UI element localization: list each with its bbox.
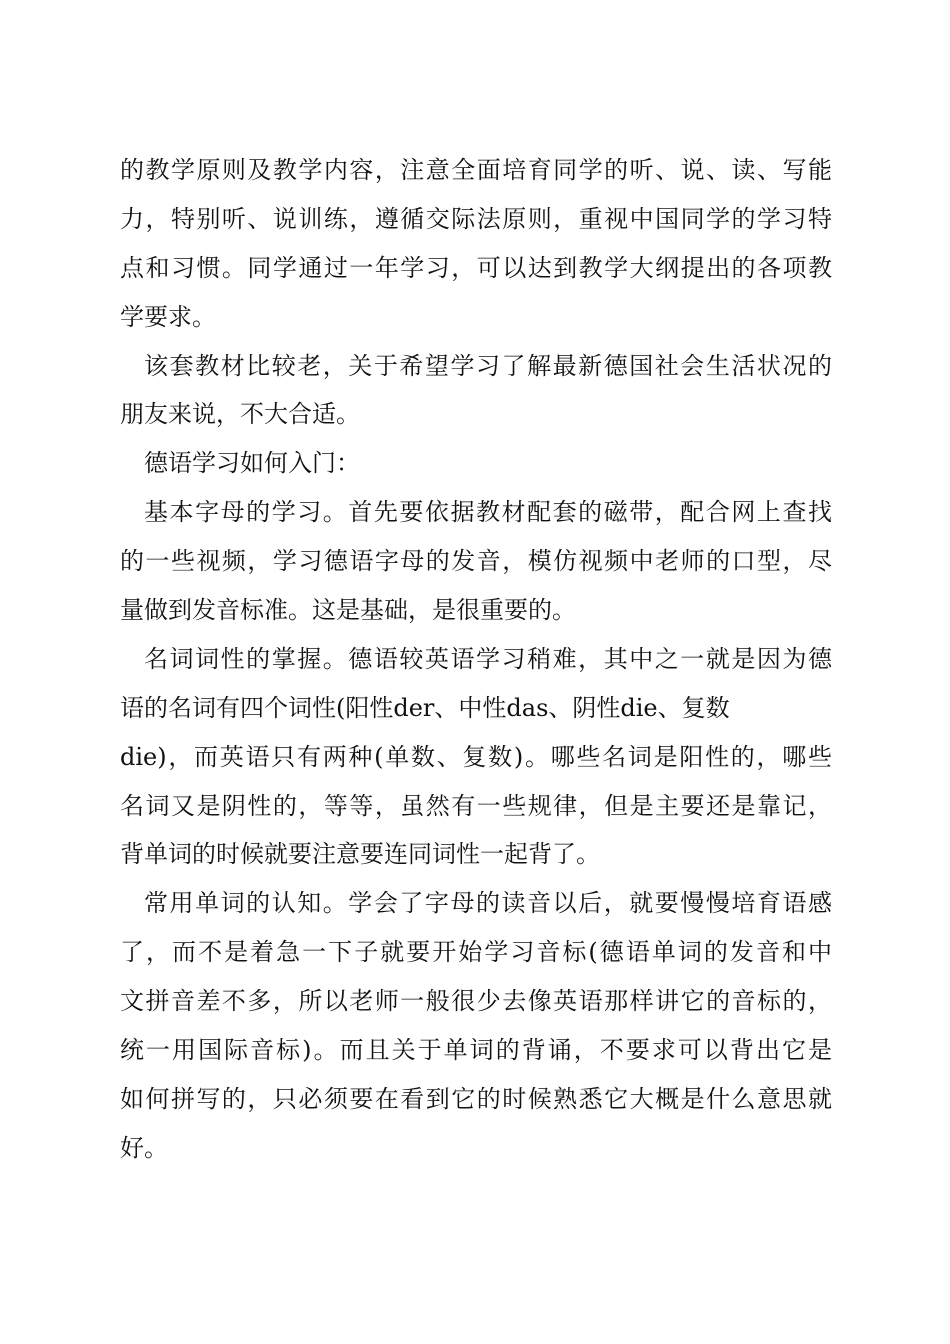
paragraph	[120, 879, 832, 1172]
paragraph	[120, 488, 832, 635]
text-line: 该套教材比较老，关于希望学习了解最新德国社会生活状况的	[144, 351, 832, 380]
paragraph	[120, 439, 832, 488]
text-line: 如何拼写的，只必须要在看到它的时候熟悉它大概是什么意思就	[120, 1084, 832, 1113]
text-line: 力，特别听、说训练，遵循交际法原则，重视中国同学的学习特	[120, 204, 832, 233]
text-line: 好。	[120, 1133, 168, 1162]
text-line: 文拼音差不多，所以老师一般很少去像英语那样讲它的音标的，	[120, 987, 832, 1016]
text-line: 语的名词有四个词性(阳性der、中性das、阴性die、复数	[120, 693, 730, 722]
text-line: 基本字母的学习。首先要依据教材配套的磁带，配合网上查找	[144, 498, 832, 527]
text-line: 统一用国际音标)。而且关于单词的背诵，不要求可以背出它是	[120, 1036, 832, 1065]
text-line: 名词词性的掌握。德语较英语学习稍难，其中之一就是因为德	[144, 644, 832, 673]
text-line: 常用单词的认知。学会了字母的读音以后，就要慢慢培育语感	[144, 889, 832, 918]
text-line: die)，而英语只有两种(单数、复数)。哪些名词是阳性的，哪些	[120, 742, 832, 771]
text-line: 了，而不是着急一下子就要开始学习音标(德语单词的发音和中	[120, 938, 832, 967]
text-line: 的教学原则及教学内容，注意全面培育同学的听、说、读、写能	[120, 156, 832, 184]
paragraph	[120, 635, 832, 879]
text-line: 量做到发音标准。这是基础，是很重要的。	[120, 596, 576, 625]
text-line: 的一些视频，学习德语字母的发音，模仿视频中老师的口型，尽	[120, 547, 832, 576]
text-line: 名词又是阴性的，等等，虽然有一些规律，但是主要还是靠记，	[120, 791, 832, 820]
document-body	[120, 146, 832, 1173]
text-line: 点和习惯。同学通过一年学习，可以达到教学大纲提出的各项教	[120, 253, 832, 282]
text-line: 朋友来说，不大合适。	[120, 400, 360, 429]
paragraph	[120, 146, 832, 342]
text-line: 学要求。	[120, 302, 216, 331]
paragraph	[120, 342, 832, 440]
text-line: 背单词的时候就要注意要连同词性一起背了。	[120, 840, 600, 869]
text-line: 德语学习如何入门：	[144, 449, 360, 478]
